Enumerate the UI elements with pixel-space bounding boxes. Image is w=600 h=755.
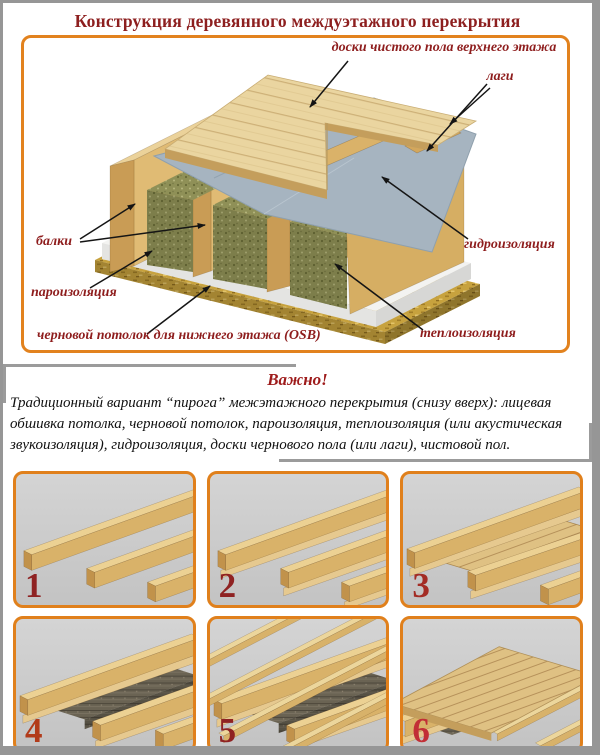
step-image-3 xyxy=(400,471,583,608)
beams-with-bars-illustration xyxy=(210,474,387,605)
step-image-6 xyxy=(400,616,583,753)
important-note-section xyxy=(3,364,592,462)
label-hydro-insulation: гидроизоляция xyxy=(464,237,555,252)
label-beams: балки xyxy=(36,234,73,249)
note-frame-bottom-right xyxy=(279,423,592,462)
step-number: 2 xyxy=(218,566,237,605)
construction-steps-grid xyxy=(13,471,583,753)
step-number: 4 xyxy=(25,711,43,750)
step-number: 5 xyxy=(218,711,237,750)
label-top-boards: доски чистого пола верхнего этажа xyxy=(331,40,557,55)
note-frame-top-left xyxy=(3,364,296,403)
lags-over-insulation-illustration xyxy=(210,619,387,750)
subfloor-deck-illustration xyxy=(403,474,580,605)
label-lags: лаги xyxy=(486,69,514,84)
step-number: 6 xyxy=(412,711,430,750)
note-heading: Важно! xyxy=(267,370,328,389)
step-image-2 xyxy=(207,471,390,608)
label-vapor-barrier: пароизоляция xyxy=(31,285,117,300)
label-thermal-insulation: теплоизоляция xyxy=(420,326,516,341)
step-image-4 xyxy=(13,616,196,753)
step-number: 1 xyxy=(25,566,43,605)
note-body-text: Традиционный вариант “пирога” межэтажного перекрытия (снизу вверх): лицевая обшивка потолка, черновой потолок, пароизоляция, теплоизоляция (или акустическая звукоизоляция), гидроизоляция, доски чернового пола (или лаги), чистовой пол. xyxy=(10,395,563,453)
floor-construction-diagram xyxy=(21,35,570,353)
page-title: Конструкция деревянного междуэтажного перекрытия xyxy=(74,11,521,31)
step-image-1 xyxy=(13,471,196,608)
finished-floor-illustration xyxy=(403,619,580,750)
label-rough-ceiling: черновой потолок для нижнего этажа (OSB) xyxy=(37,328,321,343)
step-image-5 xyxy=(207,616,390,753)
step-number: 3 xyxy=(412,566,430,605)
